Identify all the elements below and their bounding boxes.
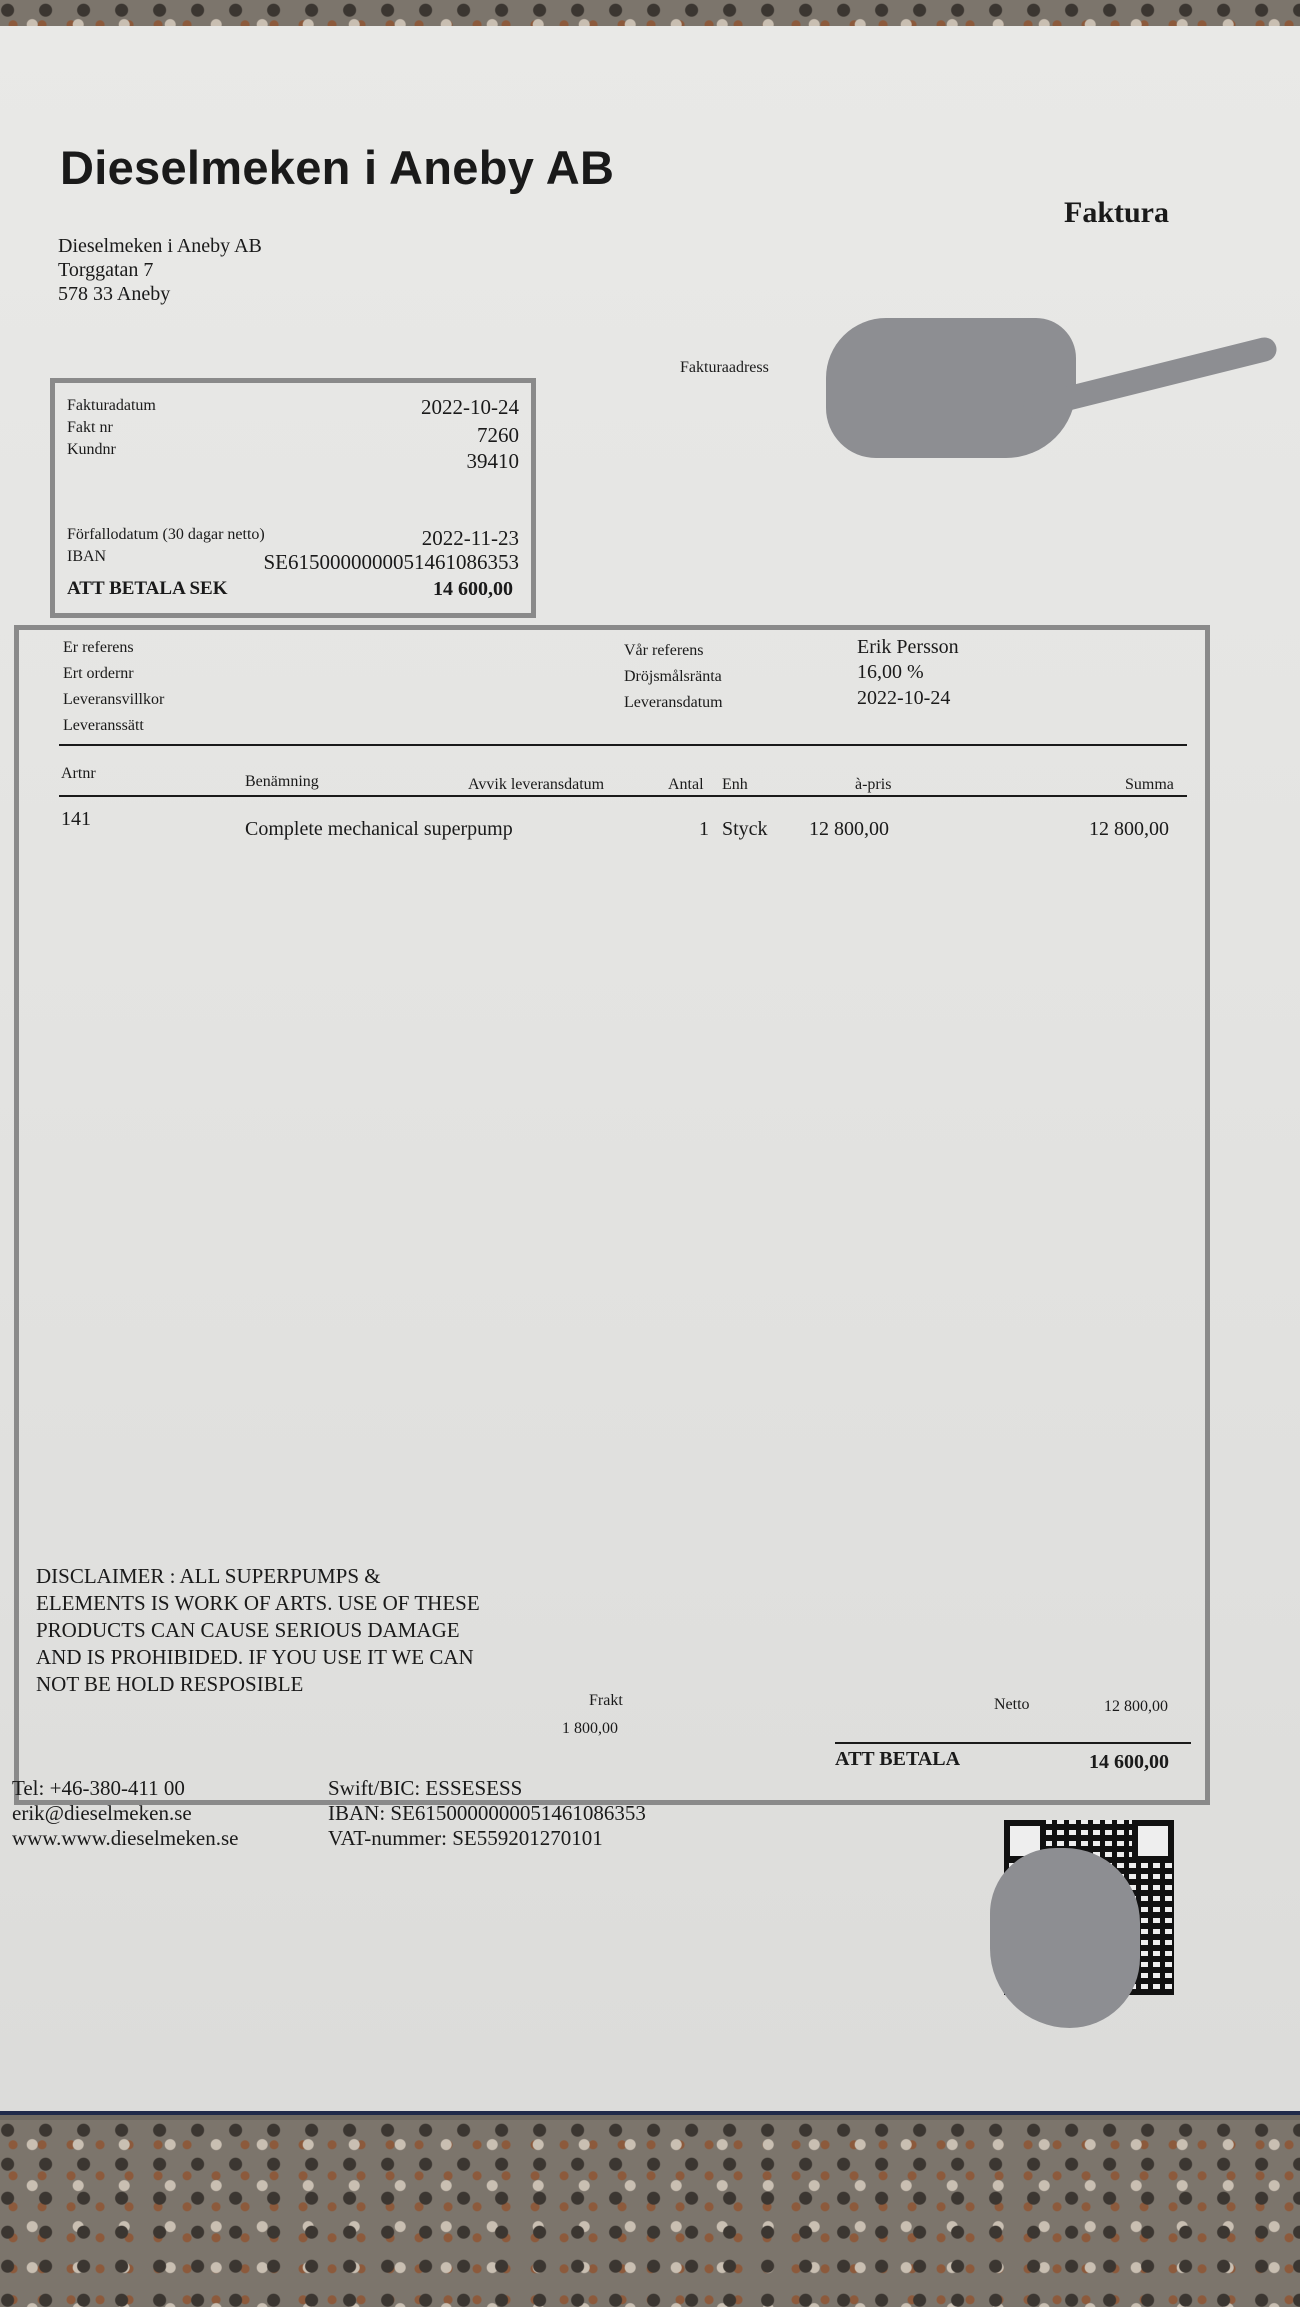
summary-row-fakt-nr	[67, 419, 519, 447]
invoice-summary-box	[50, 378, 536, 618]
row-benamning: Complete mechanical superpump	[245, 818, 513, 840]
footer-vat: VAT-nummer: SE559201270101	[328, 1826, 603, 1850]
fakt-nr-label: Fakt nr	[67, 419, 113, 436]
col-header-antal: Antal	[668, 776, 704, 793]
sender-address	[58, 234, 262, 306]
att-betala-sek-label: ATT BETALA SEK	[67, 578, 228, 599]
netto-label: Netto	[994, 1696, 1030, 1713]
drojsmalsranta-value: 16,00 %	[857, 661, 924, 683]
att-betala-value: 14 600,00	[1089, 1751, 1169, 1773]
leveransdatum-value: 2022-10-24	[857, 687, 951, 709]
col-header-a-pris: à-pris	[855, 776, 892, 793]
forfallodatum-value: 2022-11-23	[421, 526, 519, 550]
row-enh: Styck	[722, 818, 768, 840]
summary-row-fakturadatum	[67, 395, 519, 419]
row-antal: 1	[699, 818, 709, 840]
reference-divider	[59, 744, 1187, 746]
qr-finder-pattern	[1132, 1820, 1174, 1862]
fakt-nr-value: 7260	[477, 423, 519, 447]
redacted-address	[826, 318, 1076, 458]
invoice-address-label: Fakturaadress	[680, 359, 769, 376]
row-summa: 12 800,00	[1089, 818, 1169, 840]
kundnr-label: Kundnr	[67, 441, 116, 458]
summary-row-kundnr	[67, 441, 519, 473]
footer-tel: Tel: +46-380-411 00	[12, 1776, 185, 1800]
company-title: Dieselmeken i Aneby AB	[60, 141, 615, 194]
fakturadatum-label: Fakturadatum	[67, 397, 156, 414]
sender-address-line: Torggatan 7	[58, 259, 154, 281]
col-header-avvik-leveransdatum: Avvik leveransdatum	[468, 776, 605, 793]
reference-labels-left	[63, 635, 164, 739]
footer-email: erik@dieselmeken.se	[12, 1801, 192, 1825]
leveransdatum-label: Leveransdatum	[624, 694, 723, 711]
leveranssatt-label: Leveranssätt	[63, 717, 144, 734]
footer-iban: IBAN: SE6150000000051461086353	[328, 1801, 646, 1825]
sender-address-line: 578 33 Aneby	[58, 283, 171, 305]
forfallodatum-label: Förfallodatum (30 dagar netto)	[67, 526, 265, 543]
summary-row-att-betala	[67, 578, 519, 600]
table-header-divider	[59, 795, 1187, 797]
disclaimer-text: DISCLAIMER : ALL SUPERPUMPS & ELEMENTS IS WORK OF ARTS. USE OF THESE PRODUCTS CAN CAUSE SERIOUS DAMAGE AND IS PROHIBIDED. IF YOU USE IT WE CAN NOT BE HOLD RESPOSIBLE	[36, 1564, 480, 1696]
frakt-label: Frakt	[589, 1692, 623, 1709]
footer-web: www.www.dieselmeken.se	[12, 1826, 239, 1850]
background-countertop-bottom	[0, 2120, 1300, 2307]
er-referens-label: Er referens	[63, 639, 134, 656]
iban-value: SE6150000000051461086353	[263, 550, 519, 574]
frakt-value: 1 800,00	[562, 1720, 618, 1737]
summary-row-forfallodatum	[67, 526, 519, 550]
row-artnr: 141	[61, 808, 91, 830]
document-type-title: Faktura	[1064, 196, 1169, 229]
col-header-enh: Enh	[722, 776, 748, 793]
footer-swift: Swift/BIC: ESSESESS	[328, 1776, 523, 1800]
att-betala-label: ATT BETALA	[835, 1748, 961, 1770]
invoice-page	[0, 26, 1300, 2115]
leveransvillkor-label: Leveransvillkor	[63, 691, 165, 708]
footer-contact	[12, 1776, 238, 1851]
footer-bank	[328, 1776, 646, 1851]
netto-value: 12 800,00	[1104, 1698, 1168, 1715]
totals-divider	[835, 1742, 1191, 1744]
drojsmalsranta-label: Dröjsmålsränta	[624, 668, 722, 685]
ert-ordernr-label: Ert ordernr	[63, 665, 134, 682]
redacted-qr-area	[990, 1848, 1140, 2028]
var-referens-value: Erik Persson	[857, 636, 959, 658]
summary-row-iban	[67, 548, 519, 574]
sender-address-line: Dieselmeken i Aneby AB	[58, 235, 262, 257]
att-betala-sek-value: 14 600,00	[433, 578, 513, 600]
col-header-artnr: Artnr	[61, 765, 96, 782]
col-header-benamning: Benämning	[245, 773, 319, 790]
var-referens-label: Vår referens	[624, 642, 704, 659]
fakturadatum-value: 2022-10-24	[421, 395, 519, 419]
col-header-summa: Summa	[1125, 776, 1174, 793]
row-a-pris: 12 800,00	[809, 818, 889, 840]
kundnr-value: 39410	[466, 449, 519, 473]
iban-label: IBAN	[67, 548, 107, 565]
